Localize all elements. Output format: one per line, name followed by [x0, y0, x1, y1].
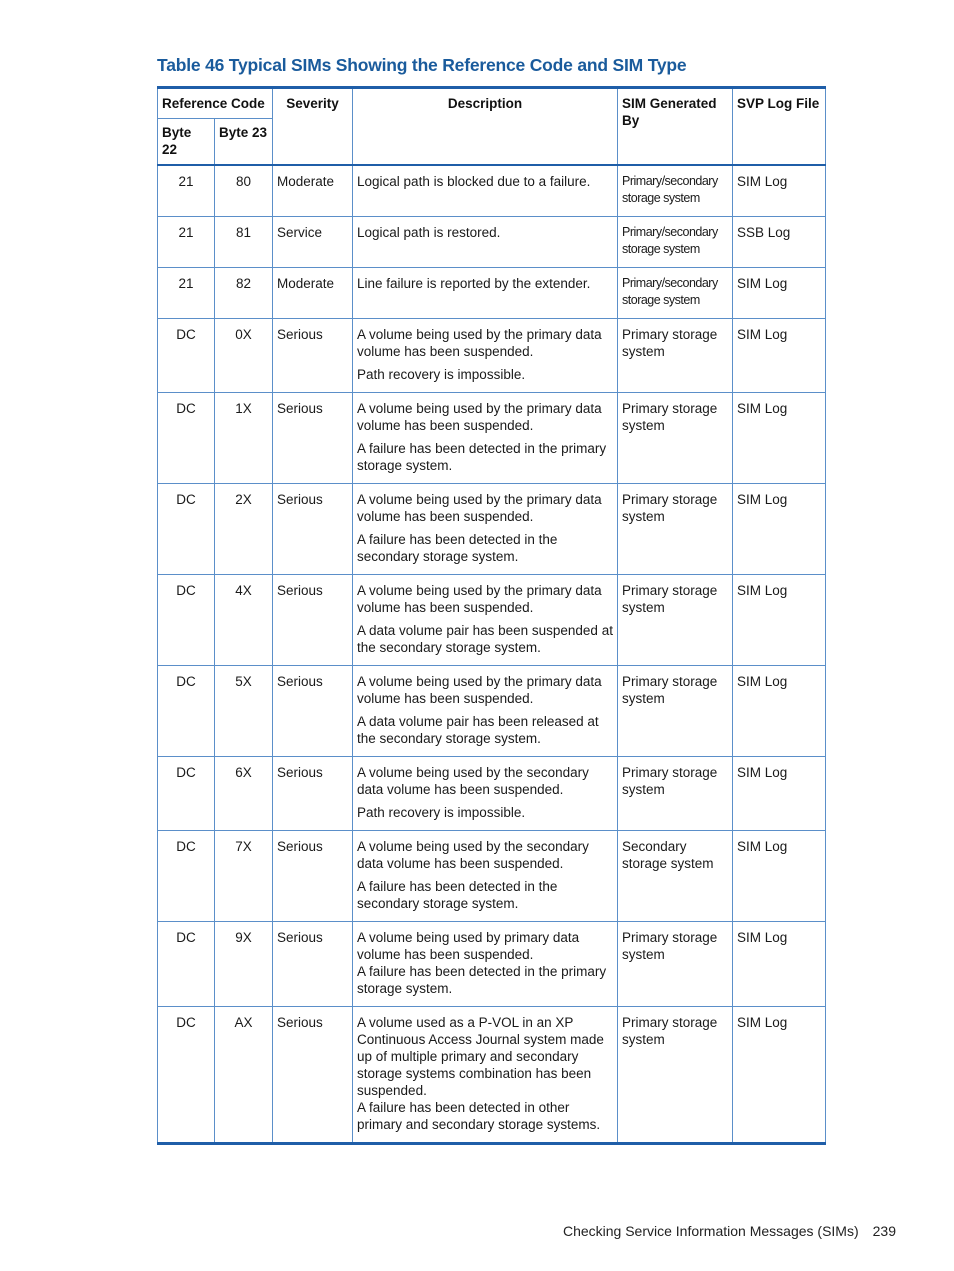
cell-severity: Serious	[273, 575, 353, 666]
cell-byte-23: 82	[215, 268, 273, 319]
cell-severity: Serious	[273, 393, 353, 484]
table-row	[158, 268, 826, 319]
cell-byte-22: DC	[158, 831, 215, 922]
cell-description	[353, 757, 618, 831]
cell-byte-23: 9X	[215, 922, 273, 1007]
cell-byte-23: 7X	[215, 831, 273, 922]
header-reference-code: Reference Code	[158, 88, 273, 119]
cell-byte-22: DC	[158, 575, 215, 666]
cell-svp-log-file: SIM Log	[733, 757, 826, 831]
page-footer	[563, 1223, 896, 1239]
cell-severity: Moderate	[273, 165, 353, 217]
table-row	[158, 575, 826, 666]
cell-byte-22: DC	[158, 666, 215, 757]
cell-byte-22: DC	[158, 393, 215, 484]
cell-sim-generated-by: Primary storage system	[618, 757, 733, 831]
cell-severity: Serious	[273, 1007, 353, 1144]
cell-severity: Serious	[273, 666, 353, 757]
description-paragraph: A failure has been detected in the primary storage system.	[357, 441, 607, 473]
cell-byte-23: AX	[215, 1007, 273, 1144]
cell-byte-23: 81	[215, 217, 273, 268]
footer-section-title: Checking Service Information Messages (SIMs)	[562, 1223, 859, 1239]
cell-sim-generated-by: Primary/secondary storage system	[618, 217, 733, 268]
cell-description	[353, 922, 618, 1007]
table-row	[158, 757, 826, 831]
description-paragraph: Path recovery is impossible.	[357, 805, 526, 820]
cell-svp-log-file: SIM Log	[733, 484, 826, 575]
cell-byte-23: 4X	[215, 575, 273, 666]
description-paragraph: A volume being used by the primary data volume has been suspended.	[357, 401, 602, 433]
description-paragraph: A failure has been detected in other primary and secondary storage systems.	[357, 1100, 601, 1132]
description-paragraph: A volume being used by the secondary data volume has been suspended.	[357, 765, 589, 797]
cell-byte-22: 21	[158, 217, 215, 268]
cell-svp-log-file: SIM Log	[733, 575, 826, 666]
cell-description	[353, 319, 618, 393]
cell-description	[353, 1007, 618, 1144]
description-paragraph: Line failure is reported by the extender.	[357, 276, 591, 291]
cell-sim-generated-by: Primary/secondary storage system	[618, 165, 733, 217]
cell-description	[353, 217, 618, 268]
table-row	[158, 831, 826, 922]
cell-svp-log-file: SIM Log	[733, 922, 826, 1007]
cell-svp-log-file: SIM Log	[733, 1007, 826, 1144]
description-paragraph: A volume being used by the secondary data volume has been suspended.	[357, 839, 589, 871]
description-paragraph: Logical path is restored.	[357, 225, 501, 240]
description-paragraph: A volume being used by the primary data volume has been suspended.	[357, 327, 602, 359]
cell-description	[353, 575, 618, 666]
description-paragraph: A volume being used by the primary data volume has been suspended.	[357, 492, 602, 524]
cell-description	[353, 484, 618, 575]
description-paragraph: Path recovery is impossible.	[357, 367, 526, 382]
header-description: Description	[353, 88, 618, 166]
cell-severity: Serious	[273, 831, 353, 922]
description-paragraph: A failure has been detected in the secondary storage system.	[357, 532, 558, 564]
description-paragraph: A volume being used by the primary data volume has been suspended.	[357, 674, 602, 706]
cell-byte-22: 21	[158, 165, 215, 217]
cell-byte-22: DC	[158, 484, 215, 575]
header-byte-22: Byte 22	[158, 119, 215, 166]
cell-byte-22: DC	[158, 1007, 215, 1144]
cell-svp-log-file: SIM Log	[733, 393, 826, 484]
cell-svp-log-file: SIM Log	[733, 666, 826, 757]
cell-byte-23: 0X	[215, 319, 273, 393]
description-paragraph: A volume being used by the primary data volume has been suspended.	[357, 583, 602, 615]
table-title: Table 46 Typical SIMs Showing the Reference Code and SIM Type	[157, 55, 687, 75]
cell-byte-23: 6X	[215, 757, 273, 831]
table-row	[158, 922, 826, 1007]
cell-description	[353, 393, 618, 484]
description-paragraph: A volume used as a P-VOL in an XP Continuous Access Journal system made up of multiple primary and secondary storage systems combination has been suspended.	[357, 1015, 604, 1098]
cell-sim-generated-by: Primary storage system	[618, 922, 733, 1007]
cell-svp-log-file: SIM Log	[733, 831, 826, 922]
cell-sim-generated-by: Primary storage system	[618, 319, 733, 393]
cell-sim-generated-by: Primary storage system	[618, 393, 733, 484]
cell-byte-23: 2X	[215, 484, 273, 575]
description-paragraph: A data volume pair has been released at the secondary storage system.	[357, 714, 599, 746]
cell-byte-23: 5X	[215, 666, 273, 757]
cell-severity: Serious	[273, 757, 353, 831]
table-row	[158, 165, 826, 217]
header-svp-log-file: SVP Log File	[733, 88, 826, 166]
sim-table	[157, 86, 826, 1145]
cell-severity: Service	[273, 217, 353, 268]
header-sim-generated-by: SIM Generated By	[618, 88, 733, 166]
cell-sim-generated-by: Secondary storage system	[618, 831, 733, 922]
description-paragraph: A failure has been detected in the secondary storage system.	[357, 879, 558, 911]
description-paragraph: Logical path is blocked due to a failure.	[357, 174, 591, 189]
cell-sim-generated-by: Primary/secondary storage system	[618, 268, 733, 319]
cell-sim-generated-by: Primary storage system	[618, 666, 733, 757]
cell-description	[353, 666, 618, 757]
cell-sim-generated-by: Primary storage system	[618, 1007, 733, 1144]
cell-byte-22: DC	[158, 757, 215, 831]
table-row	[158, 666, 826, 757]
table-row	[158, 484, 826, 575]
table-row	[158, 1007, 826, 1144]
cell-severity: Serious	[273, 484, 353, 575]
cell-description	[353, 165, 618, 217]
table-row	[158, 393, 826, 484]
cell-severity: Serious	[273, 922, 353, 1007]
description-paragraph: A failure has been detected in the primary storage system.	[357, 964, 607, 996]
page-number: 239	[872, 1223, 896, 1239]
cell-svp-log-file: SIM Log	[733, 268, 826, 319]
table-row	[158, 217, 826, 268]
cell-byte-22: 21	[158, 268, 215, 319]
table-body	[158, 165, 826, 1144]
cell-description	[353, 268, 618, 319]
cell-byte-23: 80	[215, 165, 273, 217]
cell-byte-23: 1X	[215, 393, 273, 484]
description-paragraph: A volume being used by primary data volume has been suspended.	[357, 930, 580, 962]
cell-svp-log-file: SIM Log	[733, 165, 826, 217]
header-byte-23: Byte 23	[215, 119, 273, 166]
table-row	[158, 319, 826, 393]
cell-byte-22: DC	[158, 319, 215, 393]
description-paragraph: A data volume pair has been suspended at the secondary storage system.	[357, 623, 613, 655]
cell-svp-log-file: SSB Log	[733, 217, 826, 268]
cell-byte-22: DC	[158, 922, 215, 1007]
cell-description	[353, 831, 618, 922]
cell-sim-generated-by: Primary storage system	[618, 575, 733, 666]
cell-sim-generated-by: Primary storage system	[618, 484, 733, 575]
header-severity: Severity	[273, 88, 353, 166]
cell-svp-log-file: SIM Log	[733, 319, 826, 393]
cell-severity: Serious	[273, 319, 353, 393]
cell-severity: Moderate	[273, 268, 353, 319]
